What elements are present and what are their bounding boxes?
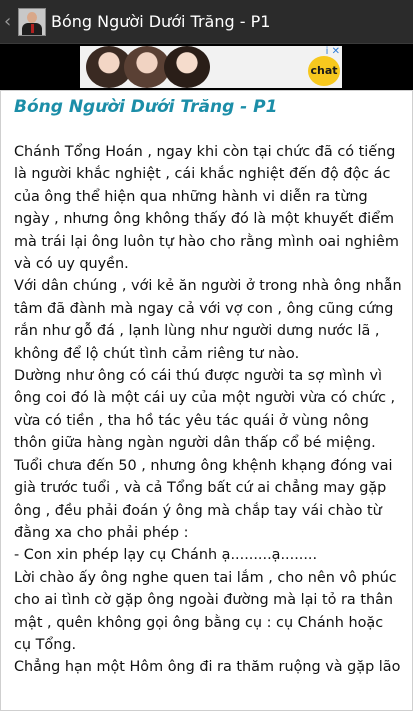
app-icon-tie [31, 24, 34, 33]
ad-close-icon[interactable]: i ✕ [325, 46, 340, 57]
article-body [14, 141, 402, 679]
article-paragraph: Dường như ông có cái thú được người ta sợ mình vì ông coi đó là một cái uy của một người vừa có chức , vừa có tiền , tha hồ tác yêu tác quái ở vùng nông thôn giữa hàng ngàn người dân thấp cổ bé miệng. [14, 368, 396, 452]
action-bar [0, 0, 413, 44]
article-paragraph: Với dân chúng , với kẻ ăn người ở trong nhà ông nhẫn tâm đã đành mà ngay cả với vợ con , ông cũng cứng rắn như gỗ đá , lạnh lùng như người dưng nước lã , không để lộ chút tình cảm riêng tư nào. [14, 278, 402, 362]
ad-bar [0, 44, 413, 90]
ad-banner[interactable] [80, 46, 342, 88]
app-icon-face [27, 12, 37, 23]
article-paragraph: Chẳng hạn một Hôm ông đi ra thăm ruộng và gặp lão [14, 659, 401, 676]
article-paragraph: Tuổi chưa đến 50 , nhưng ông khệnh khạng đóng vai già trước tuổi , và cả Tổng bất cứ ai chẳng may gặp ông , đều phải đoán ý ông mà chắp tay vái chào từ đằng xa cho phải phép : [14, 457, 393, 541]
article-content[interactable] [0, 90, 413, 711]
article-paragraph: Chánh Tổng Hoán , ngay khi còn tại chức đã có tiếng là người khắc nghiệt , cái khắc nghiệt đến độ độc ác của ông thể hiện qua những hành vi diễn ra từng ngày , nhưng ông không thấy đó là một khuyết điểm mà trái lại ông luôn tự hào cho rằng mình oai nghiêm và có uy quyền. [14, 144, 399, 273]
article-heading: Bóng Người Dưới Trăng - P1 [14, 97, 278, 117]
app-title: Bóng Người Dưới Trăng - P1 [51, 12, 271, 31]
app-icon[interactable] [18, 8, 46, 36]
article-paragraph: - Con xin phép lạy cụ Chánh ạ.........ạ........ [14, 547, 318, 564]
ad-chat-button[interactable]: chat [308, 56, 340, 86]
back-icon[interactable]: ‹ [4, 10, 12, 32]
article-paragraph: Lời chào ấy ông nghe quen tai lắm , cho nên vô phúc cho ai tình cờ gặp ông ngoài đường mà lại tỏ ra thân mật , quên không gọi ông bằng cụ : cụ Chánh hoặc cụ Tổng. [14, 569, 397, 653]
ad-photo [164, 46, 210, 88]
